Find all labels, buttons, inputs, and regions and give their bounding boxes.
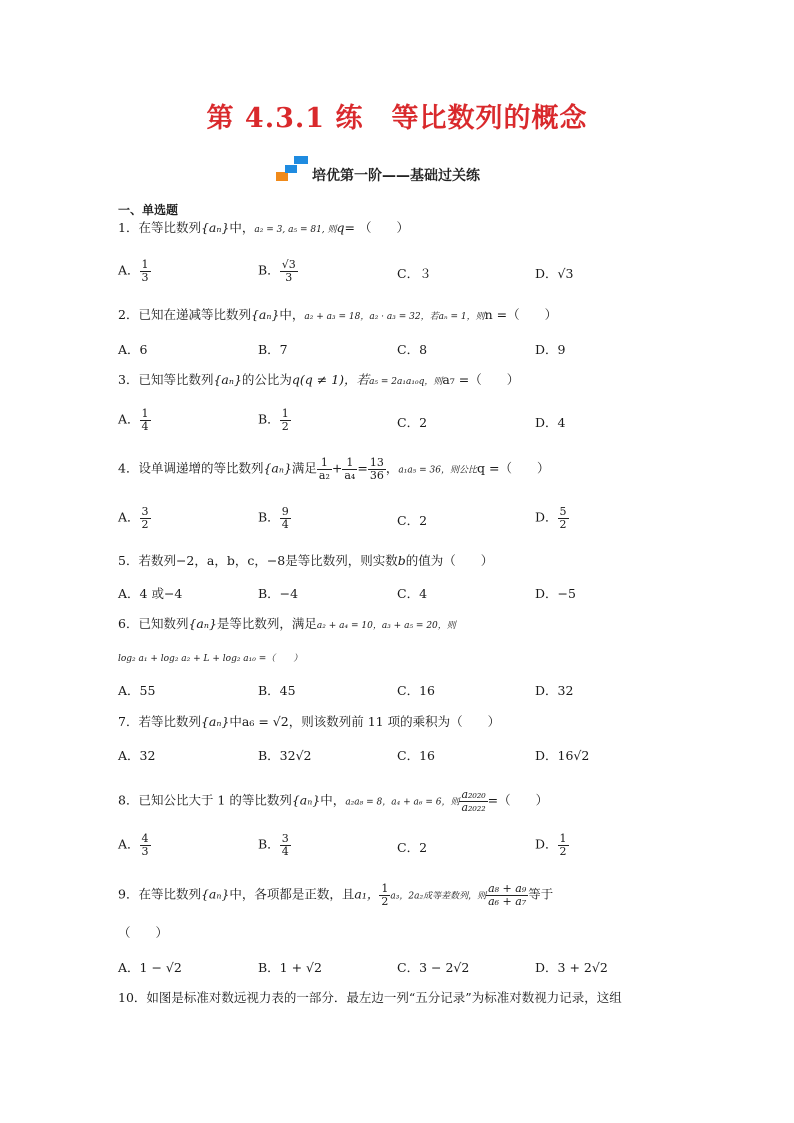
question-ask: a₇ =（ ） [442, 372, 520, 387]
sequence-symbol: {aₙ} [250, 307, 280, 322]
question-condition: a₂ + a₃ = 18，a₂ · a₃ = 32，若 [304, 312, 439, 322]
option-b[interactable]: B．45 [258, 683, 296, 698]
question-text: 中，各项都是正数，且 [229, 886, 355, 902]
option-b[interactable]: B．1 + √2 [258, 960, 322, 975]
option-b[interactable] [258, 833, 291, 857]
option-c[interactable]: C．16 [397, 683, 435, 698]
option-a[interactable] [118, 259, 151, 283]
question-number: 9． [118, 886, 139, 902]
question-variable: b [397, 553, 406, 568]
question-text: 中， [320, 792, 346, 808]
question-6-line-2 [118, 651, 302, 664]
question-text: 已知在递减等比数列 [138, 307, 251, 322]
question-10 [118, 992, 622, 1005]
fraction: $\frac{5}{2}$ [559, 505, 567, 531]
fraction: $\frac{1}{4}$ [141, 407, 149, 433]
question-1 [118, 222, 409, 235]
option-d[interactable]: D．16√2 [535, 748, 590, 763]
question-ask: = （ ） [344, 220, 409, 235]
question-number: 6． [118, 616, 139, 631]
question-5 [118, 555, 493, 568]
fraction: $\frac{\text{a₂₀₂₀}}{\text{a₂₀₂₂}}$ [461, 788, 486, 814]
option-d[interactable] [535, 506, 569, 530]
option-label: B． [258, 509, 280, 525]
question-3 [118, 374, 519, 387]
question-condition: aₙ = 1，则 [438, 312, 485, 322]
question-2 [118, 309, 557, 322]
option-b[interactable]: B．7 [258, 342, 288, 357]
sequence-symbol: {aₙ} [200, 886, 230, 902]
question-number: 5． [118, 553, 139, 568]
fraction: $\frac{1}{3}$ [141, 258, 149, 284]
question-condition: a₅ = 2a₁a₁₀q，则 [369, 377, 443, 387]
question-condition: a₂ = 3, a₅ = 81, 则 [254, 225, 337, 235]
option-b[interactable] [258, 506, 291, 530]
option-d[interactable]: D．4 [535, 415, 566, 430]
option-b[interactable] [258, 259, 298, 283]
option-label: C．３ [397, 266, 432, 281]
option-d[interactable]: D．3 + 2√2 [535, 960, 608, 975]
question-7 [118, 716, 500, 729]
option-a[interactable] [118, 408, 151, 432]
sequence-symbol: {aₙ} [263, 460, 292, 476]
question-text: 如图是标准对数远视力表的一部分．最左边一列“五分记录”为标准对数视力记录，这组 [146, 990, 622, 1005]
option-c[interactable]: C．3 − 2√2 [397, 960, 470, 975]
option-label: D． [535, 836, 558, 852]
option-label: D． [535, 266, 558, 281]
option-label: A． [118, 262, 140, 278]
option-label: A． [118, 411, 140, 427]
question-number: 1． [118, 220, 139, 235]
stair-steps-icon [275, 154, 311, 184]
option-c[interactable]: C．8 [397, 342, 428, 357]
question-text: 中， [279, 307, 305, 322]
option-a[interactable]: A．32 [118, 748, 156, 763]
option-label: A． [118, 509, 140, 525]
question-number: 2． [118, 307, 139, 322]
sequence-symbol: {aₙ} [200, 714, 230, 729]
question-text: 的公比为 [241, 372, 292, 387]
option-c[interactable]: C．2 [397, 415, 428, 430]
fraction: $\frac{1}{2}$ [381, 882, 389, 908]
level-banner-text: 培优第一阶——基础过关练 [312, 168, 480, 184]
question-text: 设单调递增的等比数列 [138, 460, 264, 476]
question-ask: 等于 [528, 886, 554, 902]
option-c[interactable]: C．16 [397, 748, 435, 763]
sequence-symbol: {aₙ} [200, 220, 230, 235]
question-condition: a₂a₈ = 8，a₄ + a₆ = 6，则 [345, 797, 460, 808]
option-c[interactable] [397, 268, 432, 281]
option-label: B． [258, 836, 280, 852]
fraction: $\frac{3}{4}$ [281, 832, 289, 858]
question-text: 满足 [291, 460, 317, 476]
question-text: 中， [229, 220, 255, 235]
question-text: 若数列−2，a，b，c，−8是等比数列，则实数 [138, 553, 398, 568]
question-condition: a₁， [354, 886, 380, 902]
page-title: 第 4.3.1 练 等比数列的概念 [206, 103, 588, 134]
fraction: $\frac{3}{2}$ [141, 505, 149, 531]
question-text: 是等比数列，满足 [216, 616, 317, 631]
sequence-symbol: {aₙ} [188, 616, 217, 631]
fraction: $\frac{\text{a₈ + a₉}}{\text{a₆ + a₇}}$ [488, 882, 527, 908]
question-condition: q(q ≠ 1)，若 [291, 372, 370, 387]
question-condition: a₆ = √2，则该数列前 11 项的乘积为（ ） [241, 714, 501, 729]
question-8 [118, 789, 548, 813]
question-number: 4． [118, 460, 139, 476]
fraction: $\frac{1}{\text{a₄}}$ [344, 456, 356, 482]
question-text: 若等比数列 [138, 714, 201, 729]
question-condition: log₂ a₁ + log₂ a₂ + L + log₂ a₁₀ =（ ） [118, 654, 303, 664]
question-ask: =（ ） [487, 792, 549, 808]
option-d[interactable] [535, 833, 569, 857]
option-c[interactable]: C．2 [397, 840, 428, 855]
question-number: 3． [118, 372, 139, 387]
sequence-symbol: {aₙ} [213, 372, 242, 387]
option-d[interactable] [535, 268, 573, 281]
option-c[interactable]: C．2 [397, 513, 428, 528]
fraction: $\frac{√3}{3}$ [281, 258, 296, 284]
question-number: 10． [118, 990, 147, 1005]
section-heading: 一、单选题 [118, 203, 179, 217]
question-text: 在等比数列 [138, 220, 201, 235]
option-a[interactable] [118, 506, 151, 530]
question-text: 已知数列 [138, 616, 189, 631]
option-label: D． [535, 509, 558, 525]
question-text: 已知等比数列 [138, 372, 214, 387]
question-text: 已知公比大于 1 的等比数列 [138, 792, 292, 808]
fraction: $\frac{1}{2}$ [559, 832, 567, 858]
question-9 [118, 883, 553, 907]
option-b[interactable]: B．−4 [258, 586, 299, 601]
option-b[interactable]: B．32√2 [258, 748, 312, 763]
question-ask: n =（ ） [484, 307, 558, 322]
sequence-symbol: {aₙ} [291, 792, 321, 808]
option-b[interactable] [258, 408, 291, 432]
question-condition: a₂ + a₄ = 10，a₃ + a₅ = 20，则 [316, 621, 456, 631]
option-label: B． [258, 411, 280, 427]
fraction: $\frac{13}{36}$ [369, 456, 384, 482]
question-number: 7． [118, 714, 139, 729]
option-label: B． [258, 262, 280, 278]
option-value: √3 [557, 266, 574, 281]
fraction: $\frac{1}{\text{a₂}}$ [318, 456, 330, 482]
option-d[interactable]: D．−5 [535, 586, 576, 601]
fraction: $\frac{1}{2}$ [281, 407, 289, 433]
option-a[interactable]: A．55 [118, 683, 156, 698]
option-c[interactable]: C．4 [397, 586, 428, 601]
question-variable: q [336, 220, 345, 235]
question-ask: q =（ ） [477, 460, 550, 476]
option-d[interactable]: D．32 [535, 683, 574, 698]
option-d[interactable]: D．9 [535, 342, 566, 357]
question-9-line-2: （ ） [118, 925, 169, 940]
option-a[interactable]: A．4 或−4 [118, 586, 183, 601]
question-6 [118, 618, 456, 631]
option-a[interactable] [118, 833, 151, 857]
option-label: A． [118, 836, 140, 852]
option-a[interactable]: A．1 − √2 [118, 960, 182, 975]
question-4: 4．设单调递增的等比数列{aₙ}满足 $\frac{1}{\text{a₂}}$ + $\frac{1}{\text{a₄}}$ = $\frac{13}{36}$ ，a₁a₅ = 36，则公比q =（ ） [118, 456, 550, 482]
fraction: $\frac{9}{4}$ [281, 505, 289, 531]
question-condition: a₃，2a₂成等差数列，则 [390, 891, 487, 902]
question-number: 8． [118, 792, 139, 808]
option-a[interactable]: A．6 [118, 342, 148, 357]
question-text: 在等比数列 [138, 886, 201, 902]
question-condition: a₁a₅ = 36，则公比 [398, 465, 478, 476]
question-ask: 的值为（ ） [405, 553, 494, 568]
fraction: $\frac{4}{3}$ [141, 832, 149, 858]
question-text: 中 [229, 714, 242, 729]
